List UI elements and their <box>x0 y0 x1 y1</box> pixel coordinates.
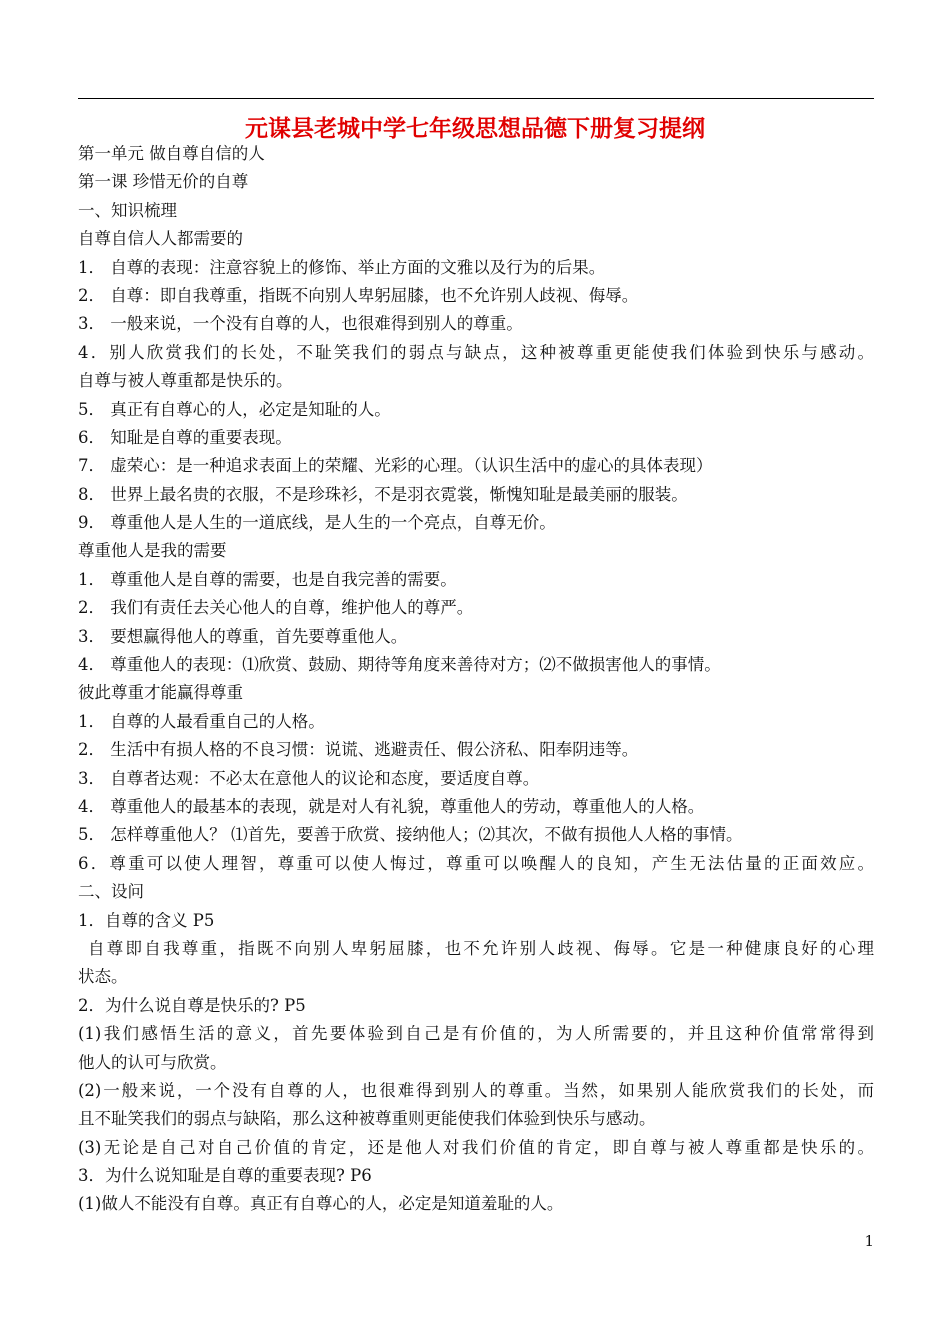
document-body <box>78 140 874 1219</box>
text-line: 自尊与被人尊重都是快乐的。 <box>78 371 293 391</box>
text-line: 2． 生活中有损人格的不良习惯：说谎、逃避责任、假公济私、阳奉阴违等。 <box>78 740 639 760</box>
text-line: 彼此尊重才能赢得尊重 <box>78 683 243 703</box>
text-line: 1． 自尊的表现：注意容貌上的修饰、举止方面的文雅以及行为的后果。 <box>78 257 606 277</box>
text-line: 9． 尊重他人是人生的一道底线，是人生的一个亮点，自尊无价。 <box>78 513 556 533</box>
text-line: (1)我们感悟生活的意义，首先要体验到自己是有价值的，为人所需要的，并且这种价值常常得到 <box>78 1024 874 1044</box>
text-line: 3． 一般来说，一个没有自尊的人，也很难得到别人的尊重。 <box>78 314 523 334</box>
text-line: 1． 尊重他人是自尊的需要，也是自我完善的需要。 <box>78 569 457 589</box>
text-line: 1．自尊的含义 P5 <box>78 910 215 930</box>
header-rule <box>78 98 874 99</box>
text-line: (3)无论是自己对自己价值的肯定，还是他人对我们价值的肯定，即自尊与被人尊重都是快乐的。 <box>78 1137 874 1157</box>
text-line: 第一课 珍惜无价的自尊 <box>78 172 249 192</box>
text-line: 4．别人欣赏我们的长处，不耻笑我们的弱点与缺点，这种被尊重更能使我们体验到快乐与感动。 <box>78 342 874 362</box>
text-line: (1)做人不能没有自尊。真正有自尊心的人，必定是知道羞耻的人。 <box>78 1194 564 1214</box>
text-line: 自尊自信人人都需要的 <box>78 229 243 249</box>
text-line: 7． 虚荣心：是一种追求表面上的荣耀、光彩的心理。（认识生活中的虚心的具体表现） <box>78 456 713 476</box>
text-line: 3． 自尊者达观：不必太在意他人的议论和态度，要适度自尊。 <box>78 768 540 788</box>
text-line: 且不耻笑我们的弱点与缺陷，那么这种被尊重则更能使我们体验到快乐与感动。 <box>78 1109 656 1129</box>
text-line: 自尊即自我尊重，指既不向别人卑躬屈膝，也不允许别人歧视、侮辱。它是一种健康良好的心理 <box>88 938 874 958</box>
text-line: 二、设问 <box>78 882 144 902</box>
text-line: 1． 自尊的人最看重自己的人格。 <box>78 711 325 731</box>
text-line: 2． 自尊：即自我尊重，指既不向别人卑躬屈膝，也不允许别人歧视、侮辱。 <box>78 285 639 305</box>
text-line: 3． 要想赢得他人的尊重，首先要尊重他人。 <box>78 626 408 646</box>
text-line: 6． 知耻是自尊的重要表现。 <box>78 427 292 447</box>
text-line: 状态。 <box>78 967 128 987</box>
text-line: 2． 我们有责任去关心他人的自尊，维护他人的尊严。 <box>78 598 474 618</box>
text-line: 6．尊重可以使人理智，尊重可以使人悔过，尊重可以唤醒人的良知，产生无法估量的正面效应。 <box>78 853 874 873</box>
page-number: 1 <box>864 1232 874 1250</box>
text-line: 一、知识梳理 <box>78 200 177 220</box>
text-line: 第一单元 做自尊自信的人 <box>78 144 265 163</box>
document-title: 元谋县老城中学七年级思想品德下册复习提纲 <box>245 115 705 142</box>
text-line: 他人的认可与欣赏。 <box>78 1052 227 1072</box>
text-line: 8． 世界上最名贵的衣服，不是珍珠衫，不是羽衣霓裳，惭愧知耻是最美丽的服装。 <box>78 484 688 504</box>
text-line: (2)一般来说，一个没有自尊的人，也很难得到别人的尊重。当然，如果别人能欣赏我们的长处，而 <box>78 1080 874 1100</box>
text-line: 5． 真正有自尊心的人，必定是知耻的人。 <box>78 399 391 419</box>
text-line: 2．为什么说自尊是快乐的? P5 <box>78 995 306 1015</box>
text-line: 4． 尊重他人的表现：⑴欣赏、鼓励、期待等角度来善待对方；⑵不做损害他人的事情。 <box>78 655 721 675</box>
text-line: 尊重他人是我的需要 <box>78 541 227 561</box>
text-line: 5． 怎样尊重他人？ ⑴首先，要善于欣赏、接纳他人；⑵其次，不做有损他人人格的事情。 <box>78 825 743 845</box>
text-line: 3．为什么说知耻是自尊的重要表现? P6 <box>78 1166 372 1186</box>
text-line: 4． 尊重他人的最基本的表现，就是对人有礼貌，尊重他人的劳动，尊重他人的人格。 <box>78 796 705 816</box>
